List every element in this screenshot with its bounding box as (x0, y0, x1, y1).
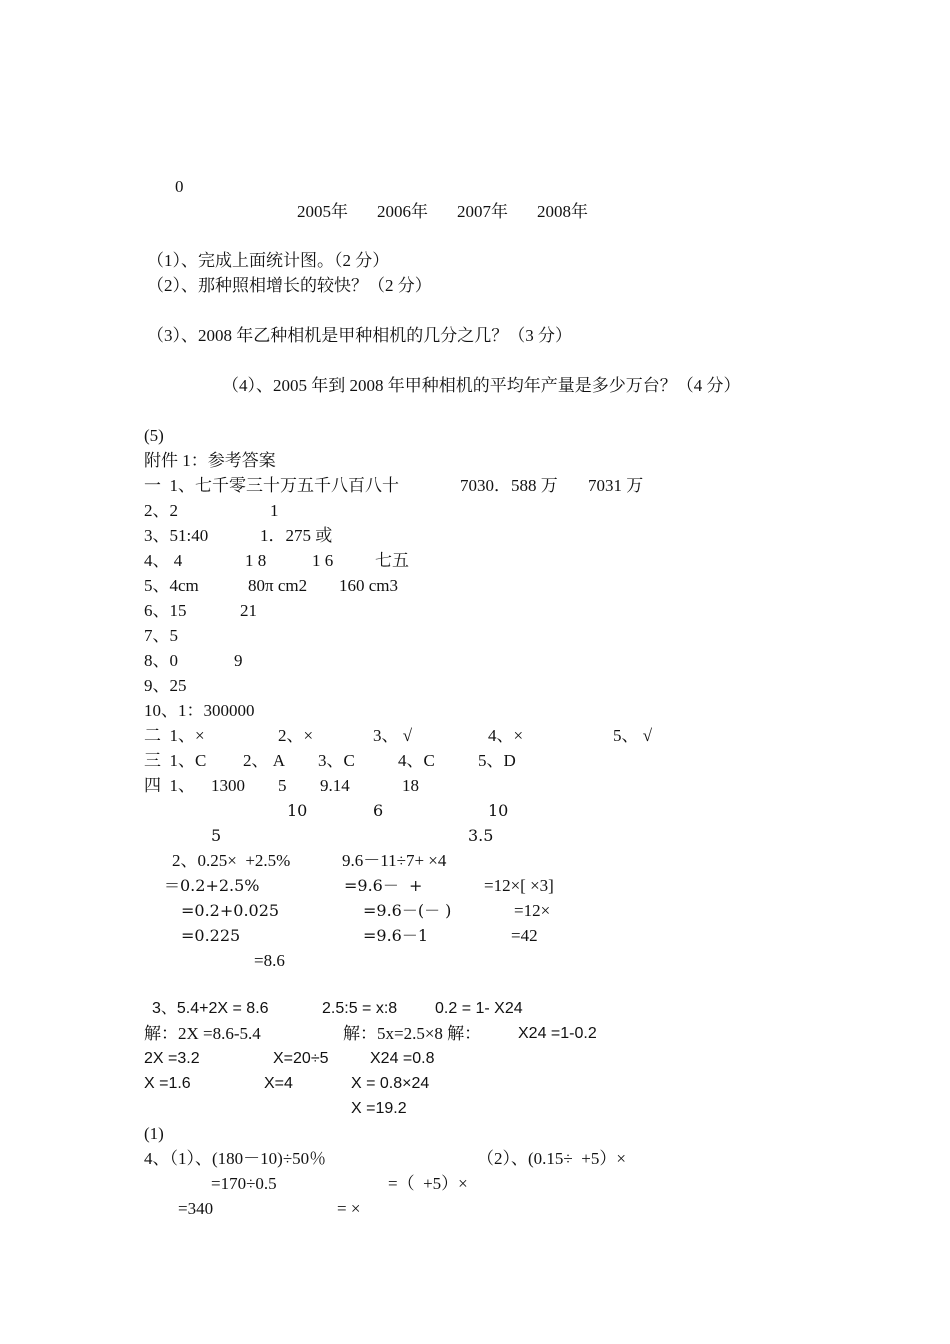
chart-x-label-2008: 2008年 (537, 202, 588, 221)
answer-4-1-denominator-d: 5 (211, 826, 222, 845)
part-1-label: (1) (144, 1124, 164, 1143)
answer-4-1-label: 四 1、 (144, 776, 195, 795)
answer-1-9-a: 9、25 (144, 676, 187, 695)
calc-a-step-3: =0.225 (181, 926, 241, 945)
eq-c-line-2: X24 =0.8 (370, 1050, 435, 1067)
chart-x-label-2005: 2005年 (297, 202, 348, 221)
chart-y-zero-label: 0 (175, 177, 184, 196)
answer-1-10-a: 10、1：300000 (144, 701, 255, 720)
eq-a-line-2: 2X =3.2 (144, 1050, 200, 1067)
answer-1-6-b: 21 (240, 601, 257, 620)
answer-1-5-b: 80π cm2 (248, 576, 308, 595)
q4-a-step-1: =170÷0.5 (211, 1174, 277, 1193)
calc-header-a: 2、0.25× +2.5% (172, 851, 291, 870)
calc-b-step-2: =9.6－(－ ) (363, 901, 452, 920)
answer-4-1-value-b: 5 (278, 776, 287, 795)
answer-1-3-a: 3、51:40 (144, 526, 209, 545)
question-3: （3）、2008 年乙种相机是甲种相机的几分之几？（3 分） (147, 326, 572, 345)
eq-c-line-4: X =19.2 (351, 1100, 407, 1117)
answer-1-4-b: 1 8 (245, 551, 267, 570)
calc-a-step-2: =0.2+0.025 (181, 901, 280, 920)
answer-3-1: 三 1、C (144, 751, 207, 770)
calc-c-step-2: =12× (514, 901, 551, 920)
answer-1-1-c: 7031 万 (588, 476, 644, 495)
answer-1-6-a: 6、15 (144, 601, 187, 620)
answer-2-2: 2、× (278, 726, 314, 745)
eq-c-line-1: X24 =1-0.2 (518, 1025, 597, 1042)
answer-1-4-d: 七五 (375, 551, 409, 570)
calc-a-step-1: ＝0.2+2.5% (164, 876, 260, 895)
calc-header-b: 9.6－11÷7+ ×4 (342, 851, 447, 870)
answer-2-1: 二 1、× (144, 726, 205, 745)
answer-2-5: 5、 √ (613, 726, 653, 745)
question-2: （2）、那种照相增长的较快？（2 分） (147, 276, 432, 295)
eq-b-line-2: X=20÷5 (273, 1050, 329, 1067)
chart-x-label-2006: 2006年 (377, 202, 428, 221)
eq-a-line-1: 解：2X =8.6-5.4 (144, 1024, 261, 1043)
answer-1-8-b: 9 (234, 651, 243, 670)
answer-2-3: 3、 √ (373, 726, 413, 745)
q4-b-step-1: =（ +5）× (388, 1174, 468, 1193)
answer-3-3: 3、C (318, 751, 355, 770)
answer-1-5-c: 160 cm3 (339, 576, 399, 595)
eq-b-line-1: 解：5x=2.5×8 解： (343, 1024, 482, 1043)
eq-b-line-3: X=4 (264, 1075, 293, 1092)
calc-c-step-1: =12×[ ×3] (484, 876, 554, 895)
eq-c-line-3: X = 0.8×24 (351, 1075, 430, 1092)
q4-b-header: （2）、(0.15÷ +5）× (477, 1149, 626, 1168)
answer-3-4: 4、C (398, 751, 435, 770)
calc-b-step-4: =8.6 (254, 951, 285, 970)
answer-1-5-a: 5、4cm (144, 576, 199, 595)
eq-header-b: 2.5:5 = x:8 (322, 1000, 398, 1017)
answer-1-4-a: 4、 4 (144, 551, 183, 570)
answer-2-4: 4、× (488, 726, 524, 745)
eq-header-c: 0.2 = 1- X24 (435, 1000, 523, 1017)
answer-3-5: 5、D (478, 751, 516, 770)
answer-1-4-c: 1 6 (312, 551, 334, 570)
calc-b-step-3: =9.6－1 (363, 926, 429, 945)
answer-4-1-denominator-b: 6 (373, 801, 384, 820)
question-5: (5) (144, 426, 164, 445)
answer-4-1-value-a: 1300 (211, 776, 245, 795)
q4-b-step-2: = × (337, 1199, 361, 1218)
q4-a-step-2: =340 (178, 1199, 214, 1218)
answer-4-1-denominator-a: 10 (287, 801, 308, 820)
answer-3-2: 2、 A (243, 751, 286, 770)
answer-1-2-b: 1 (270, 501, 279, 520)
calc-b-step-1: =9.6－ + (344, 876, 423, 895)
question-1: （1）、完成上面统计图。（2 分） (147, 251, 390, 270)
answer-4-1-denominator-c: 10 (488, 801, 509, 820)
answer-1-8-a: 8、0 (144, 651, 178, 670)
answer-1-1-a: 一 1、七千零三十万五千八百八十 (144, 476, 399, 495)
q4-a-header: 4、（1）、(180－10)÷50％ (144, 1149, 327, 1168)
chart-x-label-2007: 2007年 (457, 202, 508, 221)
answer-1-1-b: 7030．588 万 (460, 476, 558, 495)
answers-heading: 附件 1：参考答案 (144, 451, 276, 470)
answer-4-1-value-d: 18 (402, 776, 419, 795)
answer-4-1-value-c: 9.14 (320, 776, 350, 795)
answer-1-2-a: 2、2 (144, 501, 178, 520)
answer-1-7-a: 7、5 (144, 626, 178, 645)
answer-4-1-denominator-e: 3.5 (468, 826, 494, 845)
eq-header-a: 3、5.4+2X = 8.6 (152, 1000, 269, 1017)
calc-c-step-3: =42 (511, 926, 538, 945)
eq-a-line-3: X =1.6 (144, 1075, 191, 1092)
question-4: （4）、2005 年到 2008 年甲种相机的平均年产量是多少万台？（4 分） (222, 376, 741, 395)
answer-1-3-b: 1．275 或 (260, 526, 333, 545)
